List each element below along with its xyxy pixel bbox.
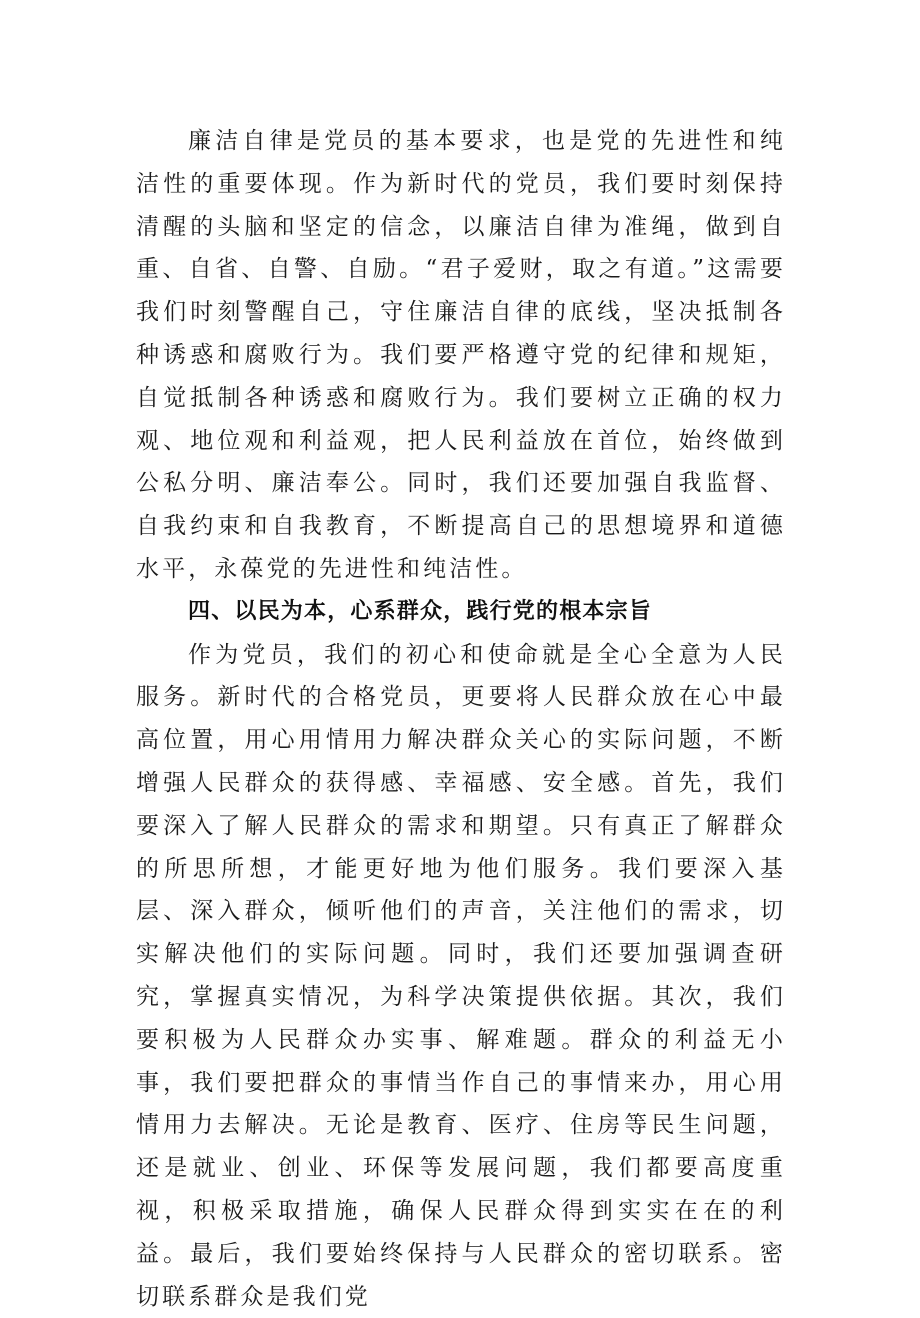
document-body <box>136 120 786 1318</box>
paragraph-integrity-self-discipline: 廉洁自律是党员的基本要求，也是党的先进性和纯洁性的重要体现。作为新时代的党员，我们要时刻保持清醒的头脑和坚定的信念，以廉洁自律为准绳，做到自重、自省、自警、自励。“君子爱财，取之有道。”这需要我们时刻警醒自己，守住廉洁自律的底线，坚决抵制各种诱惑和腐败行为。我们要严格遵守党的纪律和规矩，自觉抵制各种诱惑和腐败行为。我们要树立正确的权力观、地位观和利益观，把人民利益放在首位，始终做到公私分明、廉洁奉公。同时，我们还要加强自我监督、自我约束和自我教育，不断提高自己的思想境界和道德水平，永葆党的先进性和纯洁性。 <box>136 128 786 582</box>
section-heading: 四、以民为本，心系群众，践行党的根本宗旨 <box>188 598 653 624</box>
paragraph-serve-the-people: 作为党员，我们的初心和使命就是全心全意为人民服务。新时代的合格党员，更要将人民群众放在心中最高位置，用心用情用力解决群众关心的实际问题，不断增强人民群众的获得感、幸福感、安全感。首先，我们要深入了解人民群众的需求和期望。只有真正了解群众的所思所想，才能更好地为他们服务。我们要深入基层、深入群众，倾听他们的声音，关注他们的需求，切实解决他们的实际问题。同时，我们还要加强调查研究，掌握真实情况，为科学决策提供依据。其次，我们要积极为人民群众办实事、解难题。群众的利益无小事，我们要把群众的事情当作自己的事情来办，用心用情用力去解决。无论是教育、医疗、住房等民生问题，还是就业、创业、环保等发展问题，我们都要高度重视，积极采取措施，确保人民群众得到实实在在的利益。最后，我们要始终保持与人民群众的密切联系。密切联系群众是我们党 <box>136 641 786 1310</box>
